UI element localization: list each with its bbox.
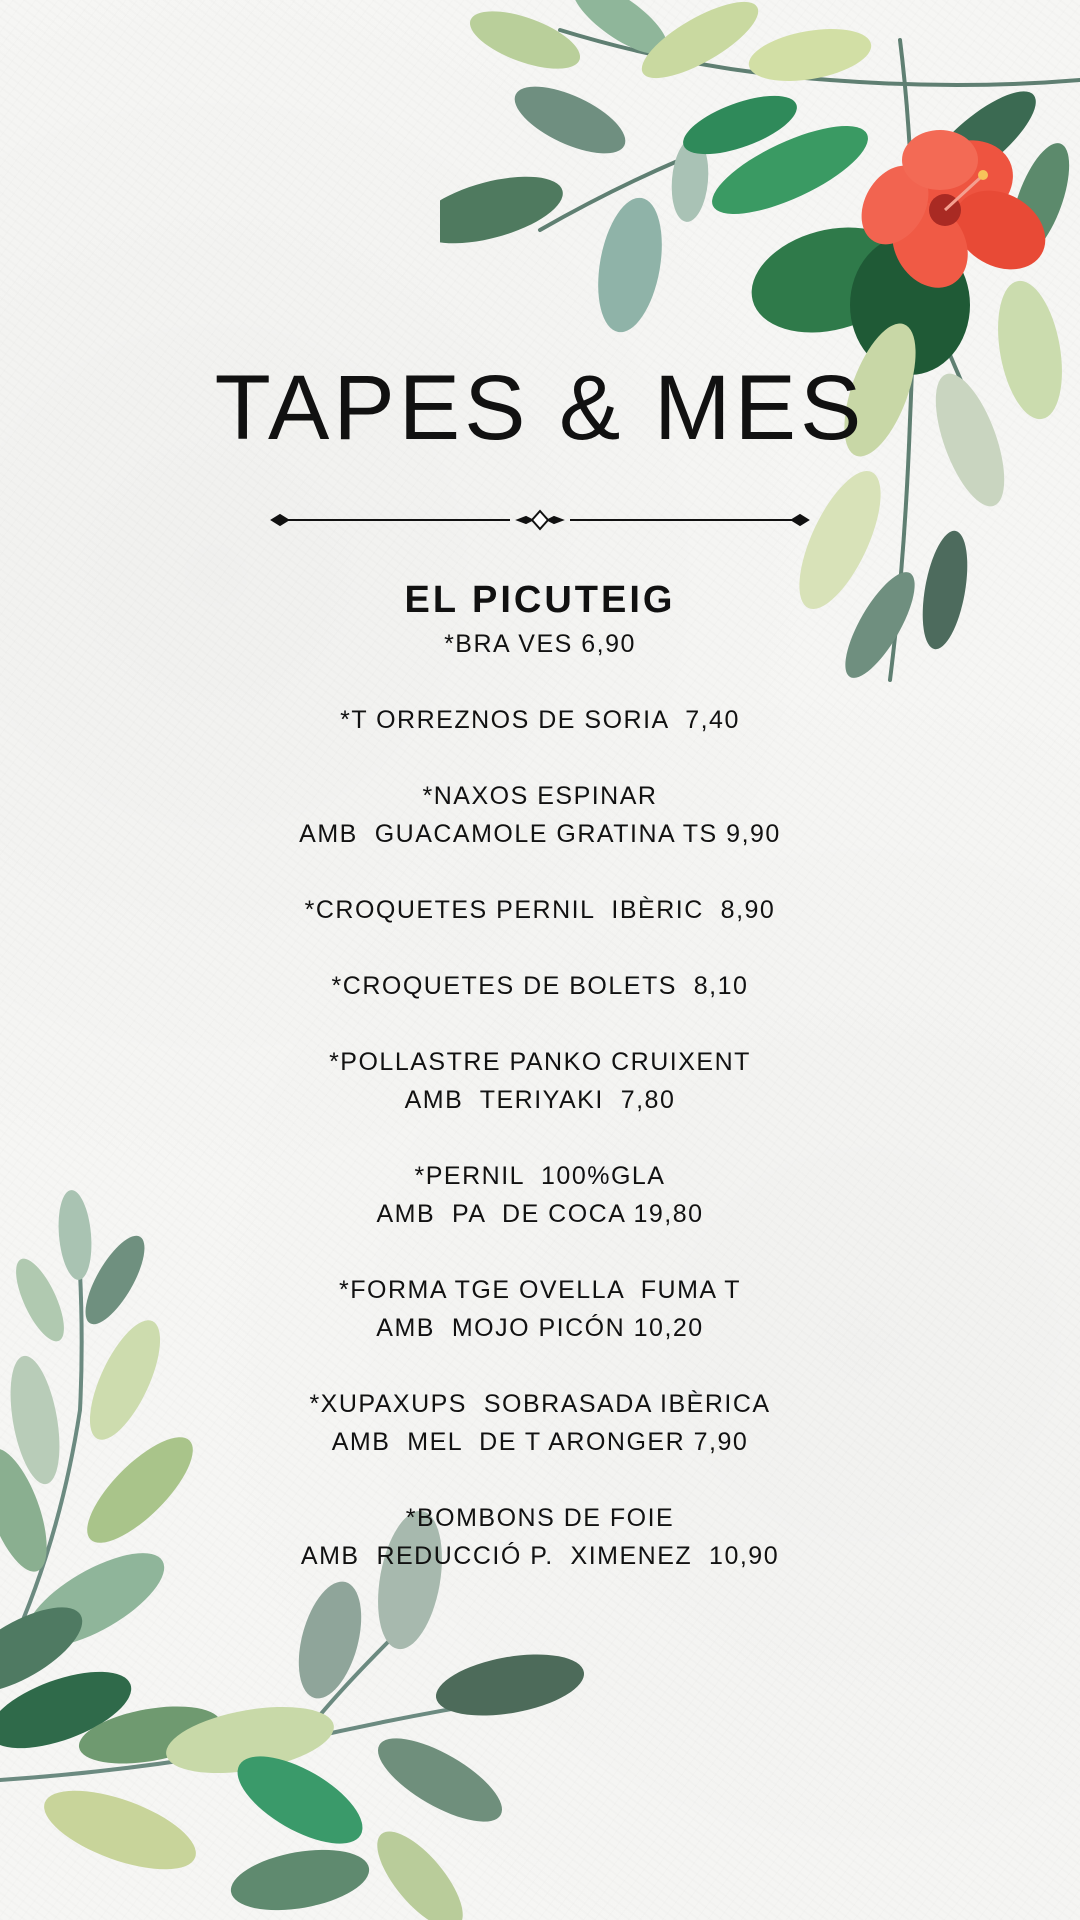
- menu-item: [0, 701, 1080, 739]
- menu-item: [0, 1271, 1080, 1347]
- menu-item-line: *T ORREZNOS DE SORIA 7,40: [340, 706, 740, 734]
- menu-item: [0, 1157, 1080, 1233]
- ornamental-divider: [270, 505, 810, 535]
- menu-item-line: AMB TERIYAKI 7,80: [404, 1086, 676, 1114]
- menu-item-line: *NAXOS ESPINAR: [422, 782, 658, 810]
- section-title: EL PICUTEIG: [404, 578, 676, 621]
- menu-item: [0, 1043, 1080, 1119]
- menu-item-line: AMB PA DE COCA 19,80: [376, 1200, 704, 1228]
- menu-item: [0, 1499, 1080, 1575]
- menu-item-line: AMB REDUCCIÓ P. XIMENEZ 10,90: [300, 1542, 780, 1570]
- menu-item: [0, 967, 1080, 1005]
- menu-item-line: *POLLASTRE PANKO CRUIXENT: [329, 1048, 751, 1076]
- menu-item-line: *XUPAXUPS SOBRASADA IBÈRICA: [309, 1390, 771, 1418]
- menu-item-line: *BRA VES 6,90: [444, 630, 636, 658]
- menu-title: TAPES & MES: [214, 356, 866, 459]
- menu-item-line: *CROQUETES DE BOLETS 8,10: [331, 972, 749, 1000]
- menu-item: [0, 891, 1080, 929]
- menu-item: [0, 625, 1080, 663]
- menu-item-line: *BOMBONS DE FOIE: [405, 1504, 675, 1532]
- menu-item-line: *CROQUETES PERNIL IBÈRIC 8,90: [304, 896, 776, 924]
- menu-item-line: AMB MEL DE T ARONGER 7,90: [331, 1428, 749, 1456]
- menu-item-line: AMB MOJO PICÓN 10,20: [376, 1314, 704, 1342]
- menu-item: [0, 777, 1080, 853]
- menu-item-line: *FORMA TGE OVELLA FUMA T: [339, 1276, 741, 1304]
- menu-item-line: AMB GUACAMOLE GRATINA TS 9,90: [299, 820, 781, 848]
- menu-item: [0, 1385, 1080, 1461]
- menu-item-line: *PERNIL 100%GLA: [414, 1162, 666, 1190]
- menu-list: [0, 625, 1080, 1613]
